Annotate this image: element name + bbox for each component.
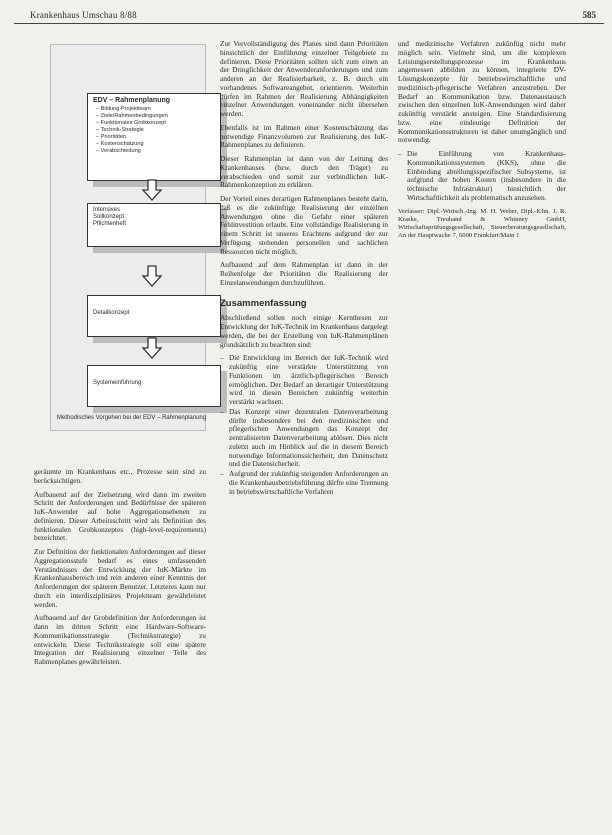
stage-line: Sollkonzept	[93, 214, 125, 220]
figure-planning-process	[50, 44, 206, 431]
list-item: – Ziele/Rahmenbedingungen	[96, 113, 168, 119]
paragraph: Der Vorteil eines derartigen Rahmenplanes besteht darin, daß es die zukünftige Realisierung der einzelnen Anwendungen ohne die Gefahr einer späteren Fehlinvestition erlaubt. Eine vollständige Realisierung in einem Schritt ist unseres Erachtens aufgrund der zur Verfügung stehenden personellen und sachlichen Ressourcen nicht möglich.	[220, 194, 388, 256]
list-item: – Aufgrund der zukünftig steigenden Anforderungen an die Krankenhausbetriebsführung dürfte eine Trennung in betriebswirtschaftliche Verfahren	[220, 470, 388, 496]
stage-detailkonzept	[87, 295, 221, 337]
running-header	[14, 8, 604, 24]
stage-edv-rahmenplanung	[87, 93, 221, 181]
left-column	[34, 468, 206, 672]
figure-caption: Methodisches Vorgehen bei der EDV – Rahmenplanung	[57, 415, 207, 421]
list-item: – Verabschiedung	[96, 148, 141, 154]
right-column	[398, 40, 566, 245]
stage-line: Systemeinführung	[93, 380, 142, 386]
paragraph: Zur Vervollständigung des Planes sind dann Prioritäten hinsichtlich der Einführung einzelner Teilgebiete zu definieren. Diese Prioritäten sollten sich zum einen an der Dringlichkeit der Anwenderanforderungen und zum anderen an der Realisierbarkeit, z. B. durch ein vorhandenes Softwareangebot, orientieren. Weiterhin dürfen im Rahmen der Realisierung Abhängigkeiten einzelner Anwendungen voneinander nicht übersehen werden.	[220, 39, 388, 118]
list-item: – Die Entwicklung im Bereich der IuK-Technik wird zukünftig eine verstärkte Unterstützung von Funktionen im ärztlich-pflegerischen Bereich ermöglichen. Der Bedarf an derartiger Unterstützung wird in diesen Bereichen zukünftig weiterhin verstärkt wachsen.	[220, 354, 388, 407]
stage-systemeinfuehrung	[87, 365, 221, 407]
paragraph: Zur Definition der funktionalen Anforderungen auf dieser Aggregationsstufe bedarf es eines umfassenden Verständnisses der Entwicklung der IuK-Märkte im Krankenhausbereich und rein anderen einer Kenntnis der Anforderungen der späteren Benutzer. Letzteres kann nur durch ein interdisziplinäres Projektteam gewährleistet werden.	[34, 547, 206, 609]
list-item: – Bildung Projektteam	[96, 106, 151, 112]
middle-column	[220, 40, 388, 501]
scan-margin	[0, 30, 14, 820]
list-item: – Die Einführung von Krankenhaus-Kommunikationssystemen (KKS), ohne die Einbindung abteilungsspezifischer Subsysteme, ist aufgrund der hohen Kosten (insbesondere in die technische Infrastruktur) hinsichtlich der Wirtschaftlichkeit als problematisch anzusehen.	[398, 150, 566, 203]
list-item: – Prioritäten	[96, 134, 127, 140]
paragraph: Ebenfalls ist im Rahmen einer Kostenschätzung das notwendige Finanzvolumen zur Realisierung des IuK-Rahmenplanes zu definieren.	[220, 122, 388, 150]
section-heading: Zusammenfassung	[220, 297, 307, 309]
list-item: – Technik-Strategie	[96, 127, 144, 133]
header-rule	[14, 23, 604, 24]
list-item: – Kostenschätzung	[96, 141, 144, 147]
stage-sollkonzept	[87, 203, 221, 247]
thesis-list	[398, 150, 566, 203]
arrow-down-icon	[141, 179, 163, 201]
paragraph: Aufbauend auf der Grobdefinition der Anforderungen ist dann im dritten Schritt eine Hardware-Software-Kommunikationsstrategie (Technikstrategie) zu entwickeln. Diese Technikstrategie soll eine spätere Integration der Realisierung einzelner Teile des Rahmenplanes gewährleisten.	[34, 613, 206, 666]
paragraph: geräumte im Krankenhaus etc., Prozesse sein sind zu berücksichtigen.	[34, 467, 206, 485]
arrow-down-icon	[141, 265, 163, 287]
thesis-list	[220, 354, 388, 496]
stage-line: Intensives	[93, 207, 121, 213]
list-item: – Das Konzept einer dezentralen Datenverarbeitung dürfte insbesondere bei den medizinischen und pflegerischen Anwendungen das Konzept der zentralisierten Datenverarbeitung ablösen. Dies nicht zuletzt auch im Hinblick auf die in diesem Bereich notwendige Informationssicherheit, den Datenschutz und die Datensicherheit.	[220, 408, 388, 469]
stage-line: Detailkonzept	[93, 310, 130, 316]
arrow-down-icon	[141, 337, 163, 359]
author-footnote: Verfasser: Dipl.-Wirtsch.-Ing. M. H. Weber, Dipl.-Kfm. J. R. Kraske, Treuhand & Whinney GmbH, Wirtschaftsprüfungsgesellschaft, Steuerberatungsgesellschaft, An der Hauptwache 7, 6000 Frankfurt/Main 1	[398, 207, 566, 239]
page-number: 585	[582, 10, 596, 20]
paragraph: Dieser Rahmenplan ist dann von der Leitung des Krankenhauses (bzw. durch den Träger) zu verabschieden und somit zur verbindlichen IuK-Rahmenkonzeption zu erklären.	[220, 154, 388, 190]
stage-item-list	[88, 106, 220, 158]
paragraph: Aufbauend auf dem Rahmenplan ist dann in der Reihenfolge der Prioritäten die Realisierung der Einzelanwendungen durchzuführen.	[220, 260, 388, 287]
paragraph: Abschließend sollen noch einige Kernthesen zur Entwicklung der IuK-Technik im Krankenhaus dargelegt werden, die bei der Erstellung von IuK-Rahmenplänen grundsätzlich zu beachten sind:	[220, 313, 388, 349]
paragraph: und medizinische Verfahren zukünftig nicht mehr möglich sein. Vielmehr sind, um die komplexen Leistungserstellungsprozesse im Krankenhaus angemessen abbilden zu können, integrierte DV-Lösungskonzepte für betriebswirtschaftliche und medizinisch-pflegerische Verfahren anzustreben. Der Bedarf an Kommunikation bzw. Datenaustausch zwischen den einzelnen IuK-Anwendungen wird daher zukünftig verstärkt ansteigen. Eine Standardisierung bzw. eine eindeutige Definition der Kommunikationsstrukturen ist daher unumgänglich und notwendig.	[398, 39, 566, 145]
list-item: – Funktionales Grobkonzept	[96, 120, 166, 126]
stage-line: Pflichtenheft	[93, 221, 127, 227]
paragraph: Aufbauend auf der Zielsetzung wird dann im zweiten Schritt der Anforderungen und Bedürfnisse der späteren IuK-Anwender auf hohe Aggregationsebenen zu definieren. Dieser Arbeitsschritt wird als Definition des funktionalen Grobkonzeptes (high-level-requirements) bezeichnet.	[34, 489, 206, 543]
stage-lines	[88, 204, 220, 231]
stage-title: EDV – Rahmenplanung	[93, 97, 171, 104]
journal-title: Krankenhaus Umschau 8/88	[30, 10, 137, 20]
